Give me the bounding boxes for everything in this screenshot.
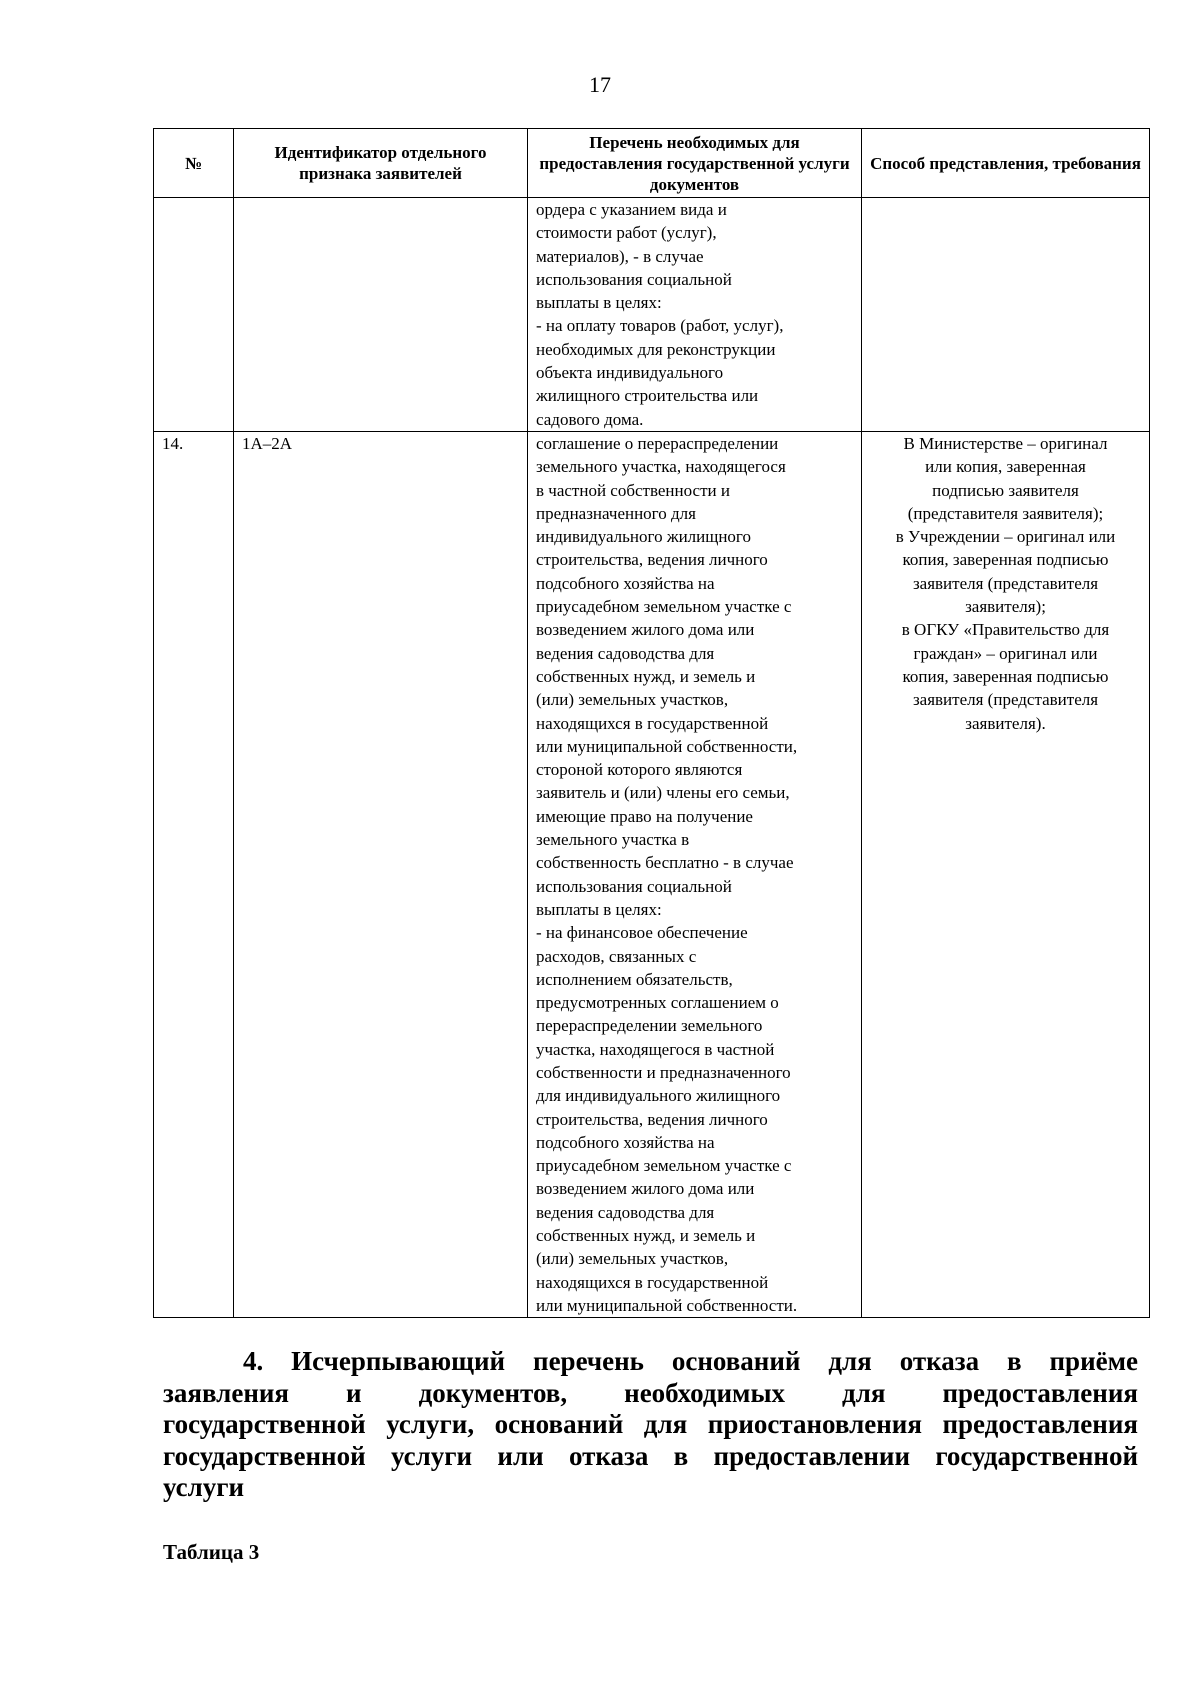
cell-documents: соглашение о перераспределении земельного участка, находящегося в частной собственности и предназначенного для индивидуального жилищного строительства, ведения личного подсобного хозяйства на приусадебном земельном участке с возведением жилого дома или ведения садоводства для собственных нужд, и земель и (или) земельных участков, находящихся в государственной или муниципальной собственности, стороной которого являются заявитель и (или) члены его семьи, имеющие право на получение земельного участка в собственность бесплатно - в случае использования социальной выплаты в целях: - на финансовое обеспечение расходов, связанных с исполнением обязательств, предусмотренных соглашением о перераспределении земельного участка, находящегося в частной собственности и предназначенного для индивидуального жилищного строительства, ведения личного подсобного хозяйства на приусадебном земельном участке с возведением жилого дома или ведения садоводства для собственных нужд, и земель и (или) земельных участков, находящихся в государственной или муниципальной собственности. [528, 431, 862, 1317]
header-documents: Перечень необходимых для предоставления государственной услуги документов [528, 129, 862, 198]
section-heading-line: государственной услуги, оснований для приостановления предоставления [163, 1409, 1138, 1439]
page-number: 17 [589, 72, 611, 97]
section-heading-line: государственной услуги или отказа в предоставлении государственной [163, 1440, 1138, 1471]
section-heading [163, 1346, 1138, 1504]
cell-num: 14. [154, 431, 234, 1317]
section-heading-line: заявления и документов, необходимых для предоставления [163, 1377, 1138, 1408]
table-header-row [154, 129, 1150, 198]
table-row [154, 198, 1150, 432]
header-num: № [154, 129, 234, 198]
section-heading-line: услуги [163, 1472, 245, 1502]
header-method: Способ представления, требования [862, 129, 1150, 198]
cell-documents: ордера с указанием вида и стоимости работ (услуг), материалов), - в случае использования социальной выплаты в целях: - на оплату товаров (работ, услуг), необходимых для реконструкции объекта индивидуального жилищного строительства или садового дома. [528, 198, 862, 432]
cell-method [862, 198, 1150, 432]
header-identifier: Идентификатор отдельного признака заявителей [234, 129, 528, 198]
cell-num [154, 198, 234, 432]
cell-identifier: 1А–2А [234, 431, 528, 1317]
documents-table [153, 128, 1150, 1318]
cell-identifier [234, 198, 528, 432]
table-caption: Таблица 3 [163, 1540, 260, 1564]
table-row [154, 431, 1150, 1317]
cell-method: В Министерстве – оригинал или копия, заверенная подписью заявителя (представителя заявителя); в Учреждении – оригинал или копия, заверенная подписью заявителя (представителя заявителя); в ОГКУ «Правительство для граждан» – оригинал или копия, заверенная подписью заявителя (представителя заявителя). [862, 431, 1150, 1317]
section-heading-line: 4. Исчерпывающий перечень оснований для отказа в приёме [243, 1346, 1138, 1376]
